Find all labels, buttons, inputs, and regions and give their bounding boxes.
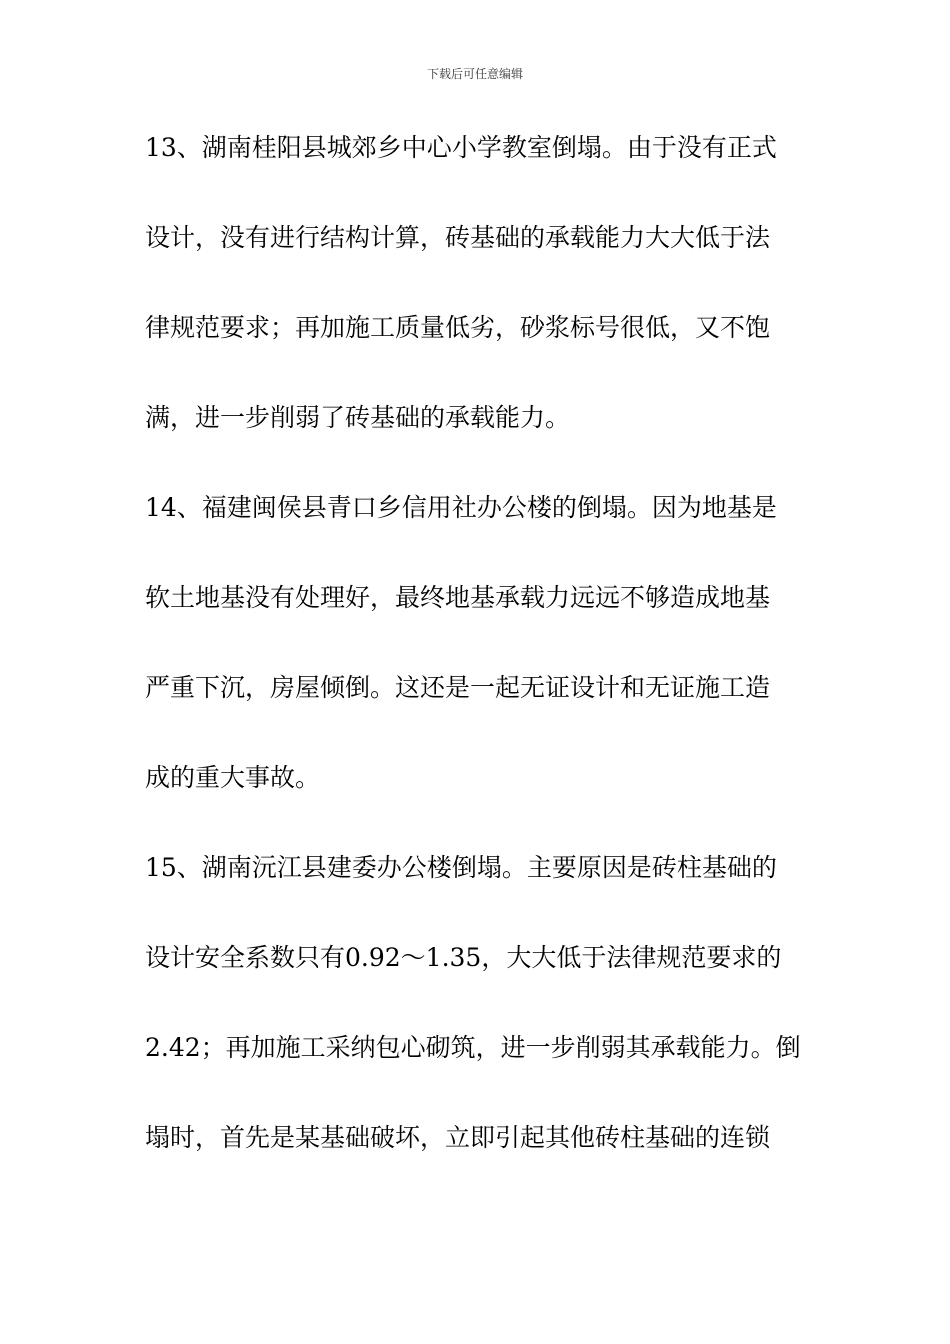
body-line: 塌时，首先是某基础破坏，立即引起其他砖柱基础的连锁 [145,1123,771,1152]
body-line: 软土地基没有处理好，最终地基承载力远远不够造成地基 [145,583,771,612]
body-line: 满，进一步削弱了砖基础的承载能力。 [145,403,571,432]
body-line: 律规范要求；再加施工质量低劣，砂浆标号很低，又不饱 [145,313,771,342]
body-line: 13、湖南桂阳县城郊乡中心小学教室倒塌。由于没有正式 [145,133,777,162]
body-line: 成的重大事故。 [145,763,321,792]
body-line: 14、福建闽侯县青口乡信用社办公楼的倒塌。因为地基是 [145,493,777,522]
body-line: 设计安全系数只有0.92～1.35，大大低于法律规范要求的 [145,943,782,972]
body-line: 设计，没有进行结构计算，砖基础的承载能力大大低于法 [145,223,771,252]
page-header: 下载后可任意编辑 [426,67,523,81]
body-line: 15、湖南沅江县建委办公楼倒塌。主要原因是砖柱基础的 [145,853,777,882]
body-line: 2.42；再加施工采纳包心砌筑，进一步削弱其承载能力。倒 [145,1033,801,1062]
body-line: 严重下沉，房屋倾倒。这还是一起无证设计和无证施工造 [145,673,771,702]
